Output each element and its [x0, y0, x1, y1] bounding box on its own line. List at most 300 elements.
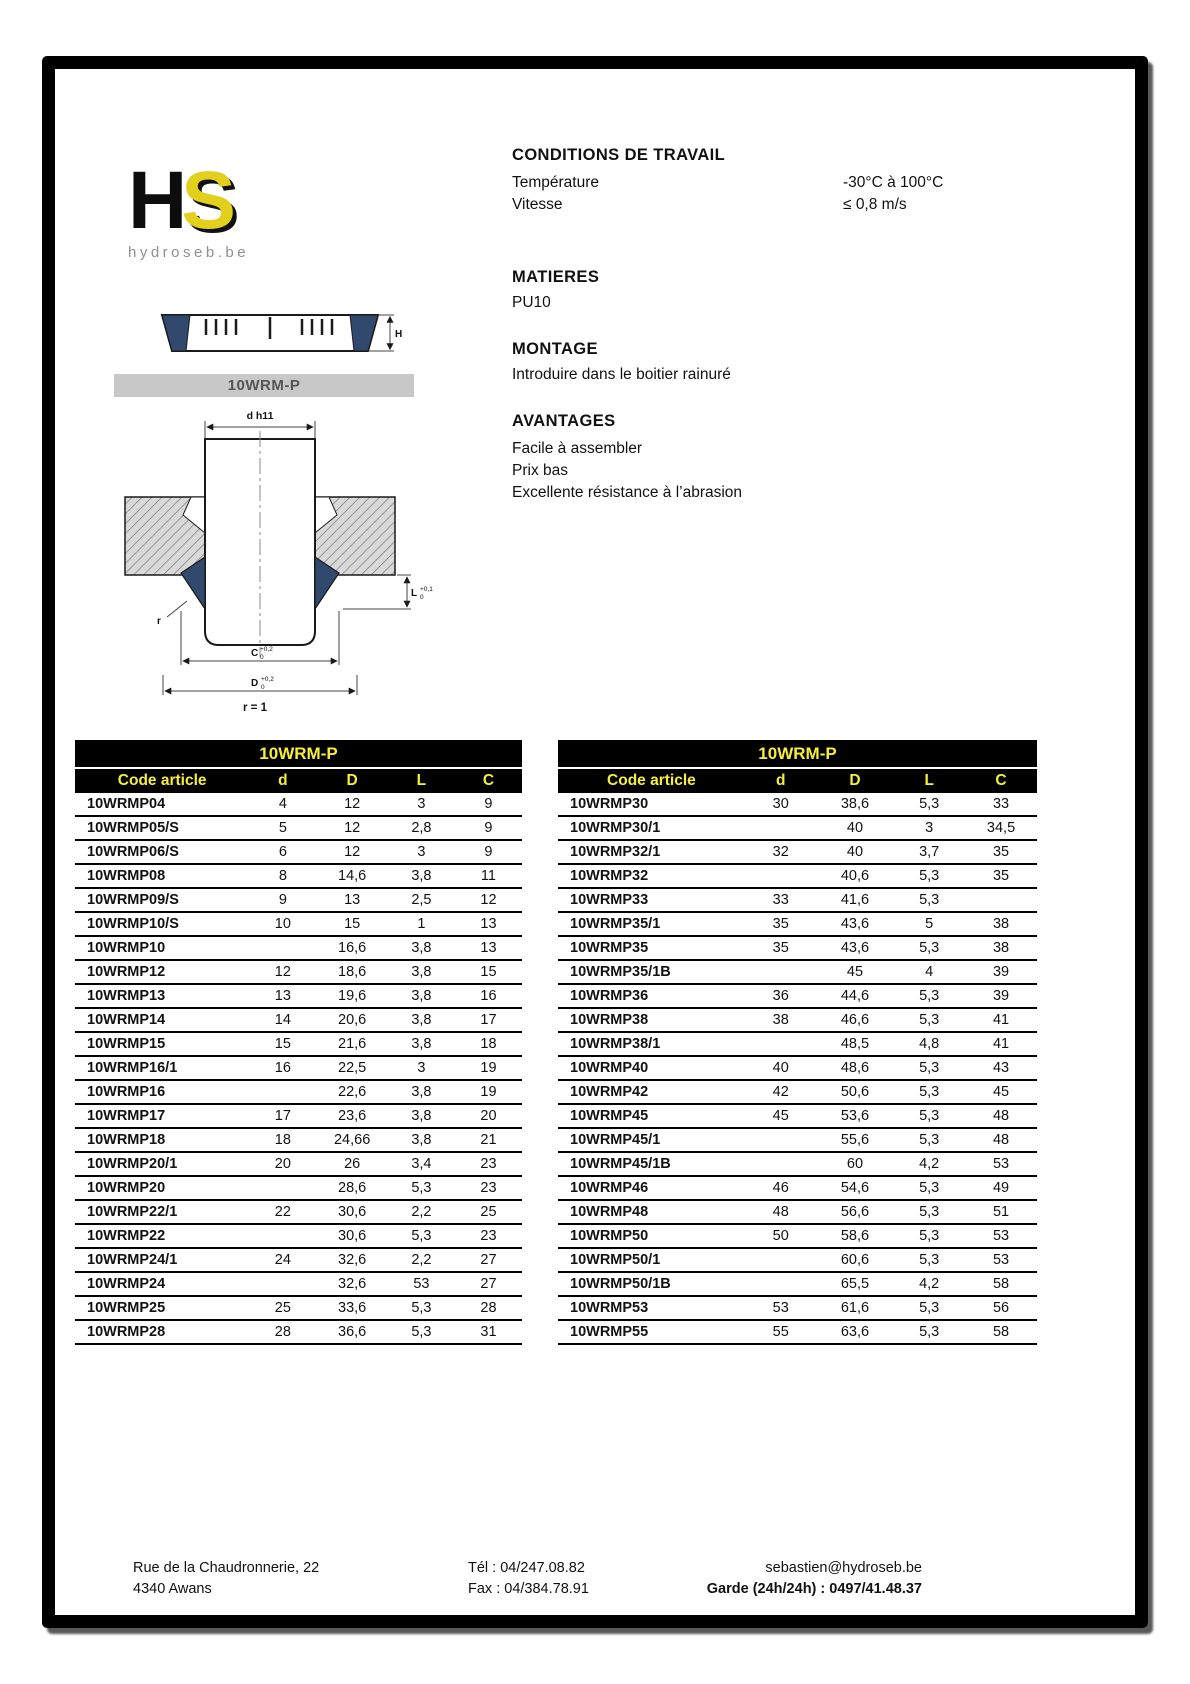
logo-letter-s: S: [181, 155, 230, 246]
value-cell: 33,6: [338, 1300, 367, 1316]
value-cell: 3,8: [411, 940, 432, 956]
value-cell: 32,6: [338, 1276, 367, 1292]
value-cell: 38: [772, 1012, 789, 1028]
value-cell: 33: [992, 796, 1010, 812]
value-cell: 19,6: [338, 988, 367, 1004]
value-cell: 56,6: [840, 1204, 870, 1220]
value-cell: 30: [772, 796, 789, 812]
code-article-cell: 10WRMP30: [570, 796, 649, 812]
table-row: [558, 1201, 1037, 1225]
value-cell: 16,6: [338, 940, 367, 956]
table-row: [75, 1225, 522, 1249]
value-cell: 15: [480, 964, 497, 980]
dim-d-label: d h11: [246, 410, 274, 422]
value-cell: 15: [344, 916, 361, 932]
value-cell: 30,6: [338, 1228, 367, 1244]
dim-c-tol-top: +0,2: [260, 646, 273, 653]
code-article-cell: 10WRMP30/1: [570, 820, 661, 836]
value-cell: 5,3: [919, 892, 940, 908]
code-article-cell: 10WRMP32/1: [570, 844, 661, 860]
value-cell: 40: [772, 1060, 789, 1076]
value-cell: 45: [846, 964, 864, 980]
table-header-row: [558, 769, 1037, 793]
cross-section-drawing: [105, 405, 435, 715]
table-row: [558, 865, 1037, 889]
code-article-cell: 10WRMP16/1: [87, 1060, 178, 1076]
column-header: C: [995, 772, 1007, 789]
value-cell: 20: [274, 1156, 291, 1172]
code-article-cell: 10WRMP33: [570, 892, 649, 908]
value-cell: 48: [992, 1108, 1010, 1124]
code-article-cell: 10WRMP09/S: [87, 892, 179, 908]
table-row: [75, 1105, 522, 1129]
value-cell: 41: [992, 1036, 1010, 1052]
table-row: [558, 961, 1037, 985]
value-cell: 38,6: [840, 796, 870, 812]
value-cell: 5: [925, 916, 934, 932]
value-cell: 18: [274, 1132, 291, 1148]
temperature-label: Température: [512, 174, 600, 191]
table-row: [558, 841, 1037, 865]
value-cell: 5,3: [411, 1228, 432, 1244]
value-cell: 3,8: [411, 1012, 432, 1028]
value-cell: 3: [925, 820, 934, 836]
code-article-cell: 10WRMP53: [570, 1300, 649, 1316]
code-article-cell: 10WRMP45/1B: [570, 1156, 671, 1172]
d-outer-dimension-lines: [163, 675, 357, 695]
value-cell: 3,4: [411, 1156, 432, 1172]
table-row: [75, 1153, 522, 1177]
value-cell: 28,6: [338, 1180, 367, 1196]
code-article-cell: 10WRMP17: [87, 1108, 166, 1124]
table-row: [558, 793, 1037, 817]
value-cell: 9: [484, 844, 493, 860]
value-cell: 23: [480, 1156, 497, 1172]
table-row: [75, 841, 522, 865]
column-header: D: [849, 772, 861, 789]
code-article-cell: 10WRMP36: [570, 988, 649, 1004]
value-cell: 2,5: [411, 892, 432, 908]
value-cell: 41,6: [840, 892, 870, 908]
table-row: [558, 1009, 1037, 1033]
value-cell: 2,2: [411, 1204, 432, 1220]
temperature-value: -30°C à 100°C: [843, 174, 944, 191]
value-cell: 38: [992, 940, 1010, 956]
value-cell: 35: [772, 916, 789, 932]
value-cell: 12: [274, 964, 291, 980]
value-cell: 25: [480, 1204, 497, 1220]
value-cell: 22: [274, 1204, 291, 1220]
table-row: [75, 793, 522, 817]
value-cell: 46,6: [840, 1012, 870, 1028]
table-row: [75, 961, 522, 985]
footer-phones: [468, 1558, 589, 1600]
value-cell: 38: [992, 916, 1010, 932]
value-cell: 4: [278, 796, 287, 812]
value-cell: 23: [480, 1228, 497, 1244]
value-cell: 8: [278, 868, 287, 884]
value-cell: 12: [344, 820, 361, 836]
footer-address: [133, 1558, 319, 1600]
value-cell: 27: [480, 1276, 497, 1292]
r-leader-line: [167, 601, 187, 617]
value-cell: 53: [992, 1252, 1010, 1268]
value-cell: 3,8: [411, 1084, 432, 1100]
vitesse-value: ≤ 0,8 m/s: [843, 196, 907, 213]
code-article-cell: 10WRMP10: [87, 940, 166, 956]
value-cell: 5,3: [919, 1252, 940, 1268]
address-line1: Rue de la Chaudronnerie, 22: [133, 1560, 320, 1576]
avantage-item: Excellente résistance à l’abrasion: [512, 484, 743, 501]
table-row: [558, 1105, 1037, 1129]
matieres-value: PU10: [512, 294, 551, 311]
value-cell: 3,8: [411, 988, 432, 1004]
table-row: [558, 817, 1037, 841]
code-article-cell: 10WRMP13: [87, 988, 166, 1004]
dim-l-tol-bottom: 0: [420, 594, 424, 601]
value-cell: 5,3: [411, 1300, 432, 1316]
value-cell: 31: [480, 1324, 497, 1340]
value-cell: 3,8: [411, 1132, 432, 1148]
value-cell: 20: [480, 1108, 497, 1124]
code-article-cell: 10WRMP22: [87, 1228, 166, 1244]
value-cell: 39: [992, 964, 1010, 980]
value-cell: 40: [846, 820, 864, 836]
value-cell: 25: [274, 1300, 291, 1316]
table-row: [558, 1153, 1037, 1177]
column-header: d: [775, 772, 786, 789]
code-article-cell: 10WRMP18: [87, 1132, 166, 1148]
value-cell: 5,3: [919, 988, 940, 1004]
column-header: d: [278, 772, 288, 789]
value-cell: 21: [480, 1132, 497, 1148]
table-row: [75, 1057, 522, 1081]
value-cell: 60,6: [840, 1252, 870, 1268]
code-article-cell: 10WRMP35: [570, 940, 649, 956]
value-cell: 13: [274, 988, 291, 1004]
value-cell: 43,6: [840, 916, 870, 932]
value-cell: 3: [417, 844, 426, 860]
value-cell: 35: [992, 868, 1010, 884]
value-cell: 51: [992, 1204, 1010, 1220]
value-cell: 4: [925, 964, 934, 980]
column-header: L: [416, 772, 427, 789]
table-row: [558, 1033, 1037, 1057]
code-article-cell: 10WRMP50/1: [570, 1252, 661, 1268]
value-cell: 36,6: [338, 1324, 367, 1340]
value-cell: 13: [480, 916, 497, 932]
dim-h-label: H: [395, 329, 403, 340]
value-cell: 24: [274, 1252, 291, 1268]
table-row: [558, 1129, 1037, 1153]
value-cell: 5,3: [919, 1012, 940, 1028]
footer-garde: Garde (24h/24h) : 0497/41.48.37: [706, 1581, 922, 1597]
value-cell: 5,3: [411, 1180, 432, 1196]
value-cell: 63,6: [840, 1324, 870, 1340]
value-cell: 54,6: [840, 1180, 870, 1196]
logo-domain-text: hydroseb.be: [128, 244, 250, 261]
value-cell: 4,2: [919, 1156, 940, 1172]
value-cell: 53: [772, 1300, 789, 1316]
avantage-item: Facile à assembler: [512, 440, 643, 457]
code-article-cell: 10WRMP45: [570, 1108, 649, 1124]
value-cell: 5,3: [919, 940, 940, 956]
value-cell: 61,6: [840, 1300, 870, 1316]
table-row: [558, 1225, 1037, 1249]
value-cell: 50,6: [840, 1084, 870, 1100]
value-cell: 5,3: [919, 868, 940, 884]
code-article-cell: 10WRMP10/S: [87, 916, 179, 932]
value-cell: 35: [992, 844, 1010, 860]
column-header: D: [346, 772, 358, 789]
dim-d-outer-label: D: [251, 678, 259, 689]
value-cell: 22,5: [338, 1060, 367, 1076]
table-row: [75, 1321, 522, 1345]
code-article-cell: 10WRMP50/1B: [570, 1276, 671, 1292]
table-header-row: [75, 769, 522, 793]
value-cell: 3,8: [411, 1108, 432, 1124]
table-row: [75, 817, 522, 841]
value-cell: 28: [274, 1324, 291, 1340]
value-cell: 33: [772, 892, 789, 908]
dim-c-label: C: [251, 648, 259, 659]
table-row: [75, 1177, 522, 1201]
value-cell: 5,3: [919, 1084, 940, 1100]
value-cell: 46: [772, 1180, 789, 1196]
product-label-bar: 10WRM-P: [114, 374, 414, 397]
value-cell: 40: [846, 844, 864, 860]
table-row: [558, 1057, 1037, 1081]
value-cell: 58,6: [840, 1228, 870, 1244]
value-cell: 3,8: [411, 964, 432, 980]
table-row: [75, 1201, 522, 1225]
table-row: [75, 1273, 522, 1297]
code-article-cell: 10WRMP55: [570, 1324, 649, 1340]
value-cell: 5,3: [919, 1228, 940, 1244]
table-row: [558, 985, 1037, 1009]
value-cell: 10: [274, 916, 291, 932]
dim-c-tol-bottom: 0: [260, 654, 264, 661]
value-cell: 55,6: [840, 1132, 870, 1148]
code-article-cell: 10WRMP46: [570, 1180, 649, 1196]
code-article-cell: 10WRMP25: [87, 1300, 166, 1316]
value-cell: 16: [480, 988, 497, 1004]
value-cell: 23,6: [338, 1108, 367, 1124]
value-cell: 19: [480, 1060, 497, 1076]
value-cell: 16: [274, 1060, 291, 1076]
table-row: [558, 913, 1037, 937]
footer-email: sebastien@hydroseb.be: [765, 1560, 922, 1576]
value-cell: 55: [772, 1324, 789, 1340]
radius-note: r = 1: [243, 702, 267, 714]
column-header: C: [482, 772, 495, 789]
value-cell: 39: [992, 988, 1010, 1004]
value-cell: 12: [480, 892, 497, 908]
table-row: [75, 1249, 522, 1273]
value-cell: 11: [480, 868, 496, 884]
value-cell: 14,6: [338, 868, 367, 884]
value-cell: 65,5: [840, 1276, 870, 1292]
value-cell: 4,8: [919, 1036, 940, 1052]
montage-title: MONTAGE: [512, 340, 598, 358]
table-row: [75, 865, 522, 889]
value-cell: 32: [772, 844, 789, 860]
table-row: [75, 1129, 522, 1153]
table-row: [75, 913, 522, 937]
value-cell: 17: [274, 1108, 291, 1124]
table-row: [558, 1177, 1037, 1201]
product-table-left: [75, 740, 522, 1345]
value-cell: 42: [772, 1084, 789, 1100]
value-cell: 41: [992, 1012, 1010, 1028]
table-row: [75, 1297, 522, 1321]
conditions-title: CONDITIONS DE TRAVAIL: [512, 146, 726, 164]
value-cell: 5,3: [919, 1324, 940, 1340]
code-article-cell: 10WRMP38: [570, 1012, 649, 1028]
value-cell: 26: [344, 1156, 361, 1172]
value-cell: 44,6: [840, 988, 870, 1004]
table-title: 10WRM-P: [75, 740, 522, 769]
value-cell: 45: [772, 1108, 789, 1124]
value-cell: 5,3: [919, 1300, 940, 1316]
value-cell: 5,3: [919, 1180, 940, 1196]
code-article-cell: 10WRMP20/1: [87, 1156, 178, 1172]
footer-contact: [620, 1558, 922, 1600]
code-article-cell: 10WRMP04: [87, 796, 166, 812]
code-article-cell: 10WRMP38/1: [570, 1036, 661, 1052]
value-cell: 49: [992, 1180, 1010, 1196]
code-article-cell: 10WRMP35/1B: [570, 964, 671, 980]
value-cell: 5: [278, 820, 287, 836]
footer-fax: Fax : 04/384.78.91: [468, 1581, 589, 1597]
code-article-cell: 10WRMP12: [87, 964, 166, 980]
logo-letter-h: H: [128, 155, 182, 246]
code-article-cell: 10WRMP35/1: [570, 916, 661, 932]
value-cell: 30,6: [338, 1204, 367, 1220]
value-cell: 5,3: [919, 796, 940, 812]
value-cell: 6: [278, 844, 287, 860]
code-article-cell: 10WRMP08: [87, 868, 166, 884]
value-cell: 4,2: [919, 1276, 940, 1292]
value-cell: 3,7: [919, 844, 940, 860]
product-table-right: [558, 740, 1037, 1345]
code-article-cell: 10WRMP40: [570, 1060, 649, 1076]
value-cell: 24,66: [333, 1132, 371, 1148]
dim-l-label: L: [411, 588, 418, 599]
value-cell: 12: [344, 796, 361, 812]
value-cell: 2,2: [411, 1252, 432, 1268]
value-cell: 9: [278, 892, 287, 908]
value-cell: 5,3: [919, 1132, 940, 1148]
value-cell: 21,6: [338, 1036, 367, 1052]
seal-profile-drawing: [150, 303, 406, 367]
code-article-cell: 10WRMP48: [570, 1204, 649, 1220]
vitesse-label: Vitesse: [512, 196, 563, 213]
dim-l-tol-top: +0,1: [420, 586, 433, 593]
table-row: [558, 1297, 1037, 1321]
value-cell: 34,5: [986, 820, 1016, 836]
table-row: [75, 889, 522, 913]
matieres-title: MATIERES: [512, 268, 600, 286]
value-cell: 35: [772, 940, 789, 956]
value-cell: 18: [480, 1036, 497, 1052]
value-cell: 58: [992, 1276, 1010, 1292]
value-cell: 53,6: [840, 1108, 870, 1124]
column-header: Code article: [607, 772, 696, 789]
value-cell: 27: [480, 1252, 497, 1268]
value-cell: 48: [772, 1204, 789, 1220]
value-cell: 9: [484, 820, 493, 836]
value-cell: 45: [992, 1084, 1010, 1100]
table-row: [75, 985, 522, 1009]
value-cell: 60: [846, 1156, 864, 1172]
code-article-cell: 10WRMP16: [87, 1084, 166, 1100]
value-cell: 36: [772, 988, 789, 1004]
dim-r-label: r: [157, 616, 161, 627]
column-header: L: [924, 772, 934, 789]
table-row: [558, 889, 1037, 913]
address-line2: 4340 Awans: [133, 1581, 212, 1597]
table-row: [558, 1249, 1037, 1273]
value-cell: 32,6: [338, 1252, 367, 1268]
value-cell: 13: [344, 892, 361, 908]
value-cell: 12: [344, 844, 361, 860]
table-title: 10WRM-P: [558, 740, 1037, 769]
code-article-cell: 10WRMP42: [570, 1084, 649, 1100]
value-cell: 1: [417, 916, 426, 932]
table-row: [75, 1009, 522, 1033]
value-cell: 53: [413, 1276, 430, 1292]
table-row: [75, 937, 522, 961]
montage-value: Introduire dans le boitier rainuré: [512, 366, 731, 383]
avantages-title: AVANTAGES: [512, 412, 616, 430]
value-cell: 14: [274, 1012, 291, 1028]
value-cell: 5,3: [919, 1060, 940, 1076]
value-cell: 9: [484, 796, 493, 812]
code-article-cell: 10WRMP28: [87, 1324, 166, 1340]
value-cell: 17: [480, 1012, 497, 1028]
code-article-cell: 10WRMP32: [570, 868, 649, 884]
avantage-item: Prix bas: [512, 462, 568, 479]
value-cell: 3: [417, 796, 426, 812]
value-cell: 48: [992, 1132, 1010, 1148]
value-cell: 5,3: [919, 1108, 940, 1124]
value-cell: 19: [480, 1084, 497, 1100]
code-article-cell: 10WRMP50: [570, 1228, 649, 1244]
value-cell: 5,3: [411, 1324, 432, 1340]
value-cell: 3,8: [411, 868, 432, 884]
value-cell: 3: [417, 1060, 426, 1076]
value-cell: 50: [772, 1228, 789, 1244]
value-cell: 58: [992, 1324, 1010, 1340]
value-cell: 56: [992, 1300, 1010, 1316]
value-cell: 15: [274, 1036, 291, 1052]
value-cell: 28: [480, 1300, 497, 1316]
footer-tel: Tél : 04/247.08.82: [468, 1560, 585, 1576]
code-article-cell: 10WRMP20: [87, 1180, 166, 1196]
value-cell: 2,8: [411, 820, 432, 836]
table-row: [558, 1273, 1037, 1297]
table-row: [75, 1033, 522, 1057]
table-row: [558, 1081, 1037, 1105]
avantages-list: [512, 438, 742, 504]
value-cell: 13: [480, 940, 497, 956]
dim-d-outer-tol-top: +0,2: [261, 676, 274, 683]
l-dimension-lines: [343, 575, 411, 609]
value-cell: 43,6: [840, 940, 870, 956]
dim-d-outer-tol-bottom: 0: [261, 684, 265, 691]
value-cell: 53: [992, 1228, 1010, 1244]
